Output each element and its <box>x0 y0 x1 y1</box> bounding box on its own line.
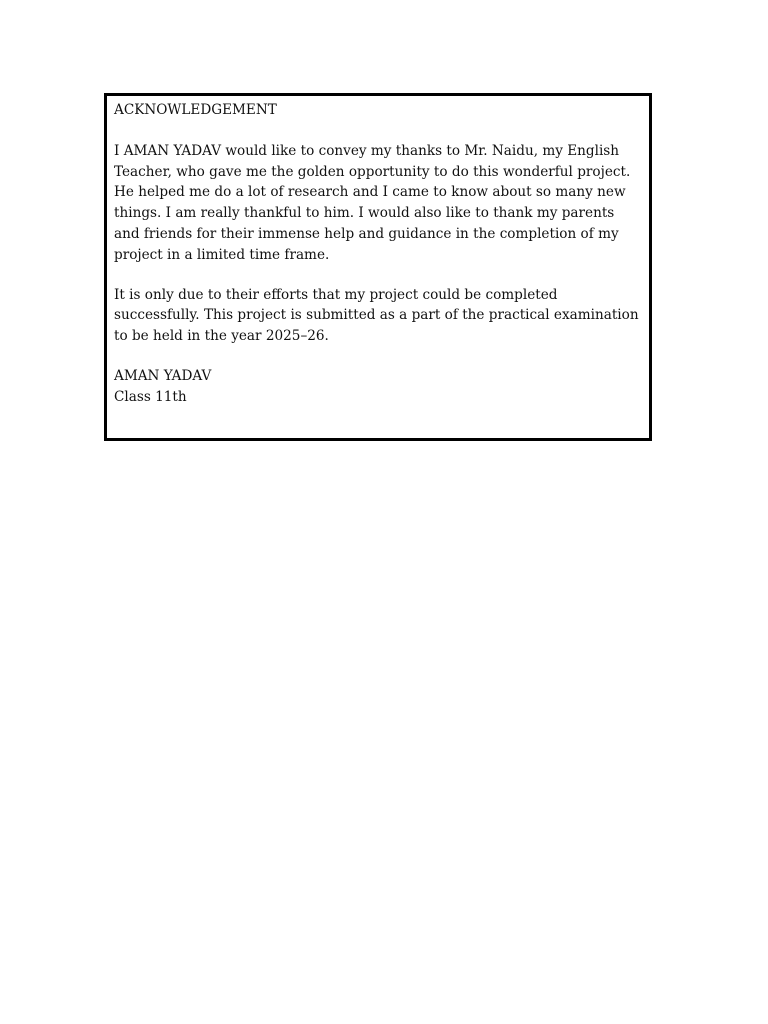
acknowledgement-paragraph-2: It is only due to their efforts that my project could be completed successfully. This project is submitted as a part of the practical examination to be held in the year 2025–26. <box>114 286 639 345</box>
acknowledgement-heading: ACKNOWLEDGEMENT <box>114 102 277 118</box>
acknowledgement-box <box>104 93 652 441</box>
acknowledgement-content <box>107 96 649 408</box>
signature-class: Class 11th <box>114 388 187 405</box>
signature-block <box>114 366 641 408</box>
acknowledgement-paragraph-1: I AMAN YADAV would like to convey my thanks to Mr. Naidu, my English Teacher, who gave me the golden opportunity to do this wonderful project. He helped me do a lot of research and I came to know about so many new things. I am really thankful to him. I would also like to thank my parents and friends for their immense help and guidance in the completion of my project in a limited time frame. <box>114 142 631 263</box>
signature-name: AMAN YADAV <box>114 367 212 384</box>
